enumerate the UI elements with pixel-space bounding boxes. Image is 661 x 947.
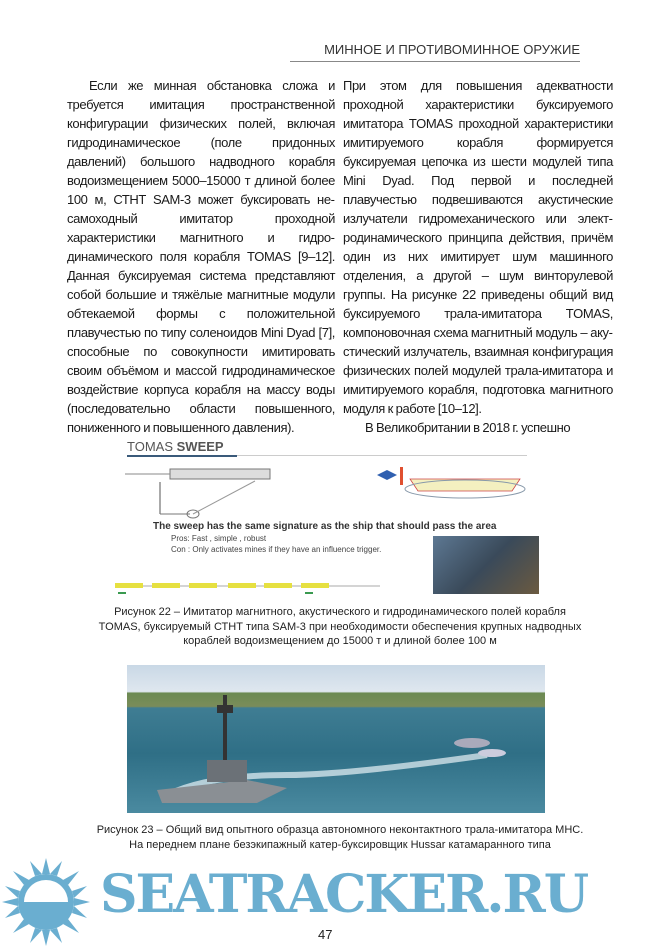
left-column xyxy=(67,76,335,437)
signature-text: The sweep has the same signature as the ship that should pass the area xyxy=(153,521,497,532)
paragraph: В Великобритании в 2018 г. успешно xyxy=(365,420,571,435)
pros-text: Pros: Fast , simple , robust xyxy=(171,534,267,543)
figure-23-hussar-boat-photo xyxy=(127,665,545,813)
title-rule xyxy=(237,455,527,456)
sun-logo-icon xyxy=(0,858,100,947)
figure-22-tomas-sweep xyxy=(115,434,545,594)
title-underline xyxy=(127,455,237,457)
right-column xyxy=(343,76,613,437)
section-header: МИННОЕ И ПРОТИВОМИННОЕ ОРУЖИЕ xyxy=(324,42,580,57)
figure-22-caption xyxy=(60,605,620,649)
magnetic-modules xyxy=(115,583,380,594)
caption-line: Рисунок 23 – Общий вид опытного образца автономного неконтактного трала-имитатора МНС. xyxy=(96,824,584,836)
con-text: Con : Only activates mines if they have an influence trigger. xyxy=(171,545,382,554)
caption-line: TOMAS, буксируемый СТНТ типа SAM-3 при необходимости обеспечения крупных надводных xyxy=(98,620,582,633)
boat-illustration xyxy=(127,665,545,813)
page-number: 47 xyxy=(318,927,333,942)
paragraph: При этом для повышения адекватности проходной характеристики буксируемого имитатора TOMAS проходной характеристики имитируемого корабля формируется буксируемая цепочка из шести модулей типа Mini Dyad. Под первой и последней плавучестью подвешиваются акустические излучатели гидромеханического или электродинамического принципа действия, причём один из них имитирует шум машинного отделения, а другой – шум винторулевой группы. На рисунке 22 приведены общий вид буксируемого трала-имитатора TOMAS, компоновочная схема магнитный модуль – акустический излучатель, взаимная конфигурация физических полей модулей трала-имитатора и имитируемого корабля, подготовка магнитного модуля к работе [10–12]. xyxy=(343,78,613,416)
slide-title xyxy=(127,439,224,454)
caption-line: Рисунок 22 – Имитатор магнитного, акустического и гидродинамического полей корабля xyxy=(114,606,566,618)
watermark: SEATRACKER.RU xyxy=(100,864,588,925)
caption-line: На переднем плане безэкипажный катер-буксировщик Hussar катамаранного типа xyxy=(129,838,551,851)
figure-23-caption xyxy=(60,823,620,852)
header-rule xyxy=(290,61,580,62)
title-bold: SWEEP xyxy=(176,439,224,454)
paragraph: Если же минная обстановка сложa и требуется имитация пространственной конфигурации физических полей, включая гидродинамическое (поле придонных давлений) большого надводного корабля водоизмещением 5000–15000 т длиной более 100 м, СТНТ SAM-3 может буксировать несамоходный имитатор проходной характеристики магнитного и гидродинамического поля корабля TOMAS [9–12]. Данная буксируемая система представляют собой большие и тяжёлые магнитные модули обтекаемой формы с положительной плавучестью по типу соленоидов Mini Dyad [7], способные по совокупности имитировать своим объёмом и массой гидродинамическое воздействие корпуса корабля на массу воды (последовательно области повышенного, пониженного и повышенного давления). xyxy=(67,78,335,435)
module-photo xyxy=(433,536,539,594)
caption-line: кораблей водоизмещением до 15000 т и длиной более 100 м xyxy=(183,635,497,647)
title-light: TOMAS xyxy=(127,439,173,454)
